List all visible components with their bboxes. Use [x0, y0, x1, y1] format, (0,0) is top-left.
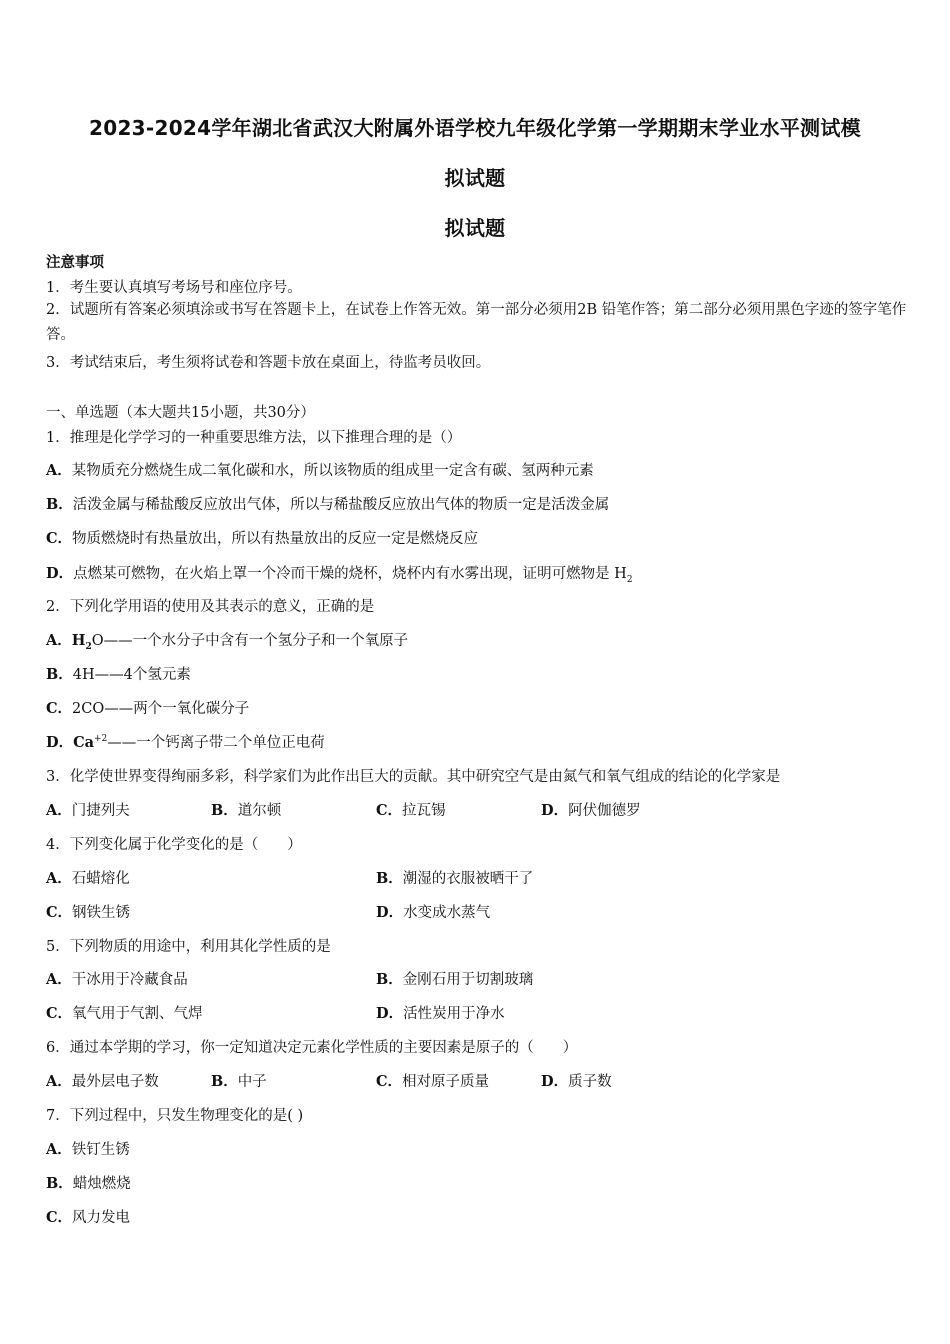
q4-option-c: C．钢铁生锈: [46, 904, 131, 921]
q5-option-b: B．金刚石用于切割玻璃: [376, 971, 534, 988]
q6-option-b: B．中子: [211, 1073, 267, 1090]
q1-stem: 1．推理是化学学习的一种重要思维方法，以下推理合理的是（）: [46, 430, 462, 446]
q6-option-c: C．相对原子质量: [376, 1073, 490, 1090]
q6-option-d: D．质子数: [541, 1073, 612, 1090]
exam-subtitle: 拟试题: [444, 216, 506, 240]
notice-item-2: 2．试题所有答案必须填涂或书写在答题卡上，在试卷上作答无效。第一部分必须用2B 铅笔作答；第二部分必须用黑色字迹的签字笔作答。: [46, 302, 907, 343]
q2-option-c: C．2CO——两个一氧化碳分子: [46, 700, 250, 717]
q2-stem: 2．下列化学用语的使用及其表示的意义，正确的是: [46, 599, 375, 615]
section-heading: 一、单选题（本大题共15小题，共30分）: [46, 405, 315, 421]
q1-option-b: B．活泼金属与稀盐酸反应放出气体，所以与稀盐酸反应放出气体的物质一定是活泼金属: [46, 496, 610, 513]
q4-option-b: B．潮湿的衣服被晒干了: [376, 870, 534, 887]
q5-option-c: C．氧气用于气割、气焊: [46, 1005, 203, 1022]
notice-item-1: 1．考生要认真填写考场号和座位序号。: [46, 280, 302, 296]
q6-option-a: A．最外层电子数: [46, 1073, 159, 1090]
q5-option-d: D．活性炭用于净水: [376, 1005, 505, 1022]
q3-option-c: C．拉瓦锡: [376, 802, 446, 819]
exam-title-line-1: 2023-2024学年湖北省武汉大附属外语学校九年级化学第一学期期末学业水平测试模: [89, 116, 861, 140]
q1-option-c: C．物质燃烧时有热量放出，所以有热量放出的反应一定是燃烧反应: [46, 530, 479, 547]
q6-stem: 6．通过本学期的学习，你一定知道决定元素化学性质的主要因素是原子的（ ）: [46, 1040, 578, 1056]
q3-option-b: B．道尔顿: [211, 802, 282, 819]
q2-option-b: B．4H——4个氢元素: [46, 666, 191, 683]
q4-option-d: D．水变成水蒸气: [376, 904, 491, 921]
exam-title-line-2: 拟试题: [444, 166, 506, 190]
notice-item-3: 3．考试结束后，考生须将试卷和答题卡放在桌面上，待监考员收回。: [46, 355, 491, 371]
q5-stem: 5．下列物质的用途中，利用其化学性质的是: [46, 939, 331, 955]
q7-option-b: B．蜡烛燃烧: [46, 1175, 131, 1192]
q7-option-a: A．铁钉生锈: [46, 1141, 130, 1158]
q7-stem: 7．下列过程中，只发生物理变化的是( ): [46, 1108, 304, 1124]
q7-option-c: C．风力发电: [46, 1209, 131, 1226]
notice-heading: 注意事项: [46, 254, 104, 271]
q2-option-a: A．$H_2O——$一个水分子中含有一个氢分子和一个氧原子: [46, 632, 409, 652]
q4-stem: 4．下列变化属于化学变化的是（ ）: [46, 837, 302, 853]
q5-option-a: A．干冰用于冷藏食品: [46, 971, 188, 988]
q4-option-a: A．石蜡熔化: [46, 870, 130, 887]
q3-option-a: A．门捷列夫: [46, 802, 130, 819]
q1-option-d: D．点燃某可燃物，在火焰上罩一个冷而干燥的烧杯，烧杯内有水雾出现，证明可燃物是 $H_2$: [46, 565, 633, 585]
q2-option-d: D．$Ca^{+2}——$一个钙离子带二个单位正电荷: [46, 734, 325, 751]
q1-option-a: A．某物质充分燃烧生成二氧化碳和水，所以该物质的组成里一定含有碳、氢两种元素: [46, 462, 594, 479]
q3-stem: 3．化学使世界变得绚丽多彩，科学家们为此作出巨大的贡献。其中研究空气是由氮气和氧气组成的结论的化学家是: [46, 769, 781, 785]
q3-option-d: D．阿伏伽德罗: [541, 802, 641, 819]
